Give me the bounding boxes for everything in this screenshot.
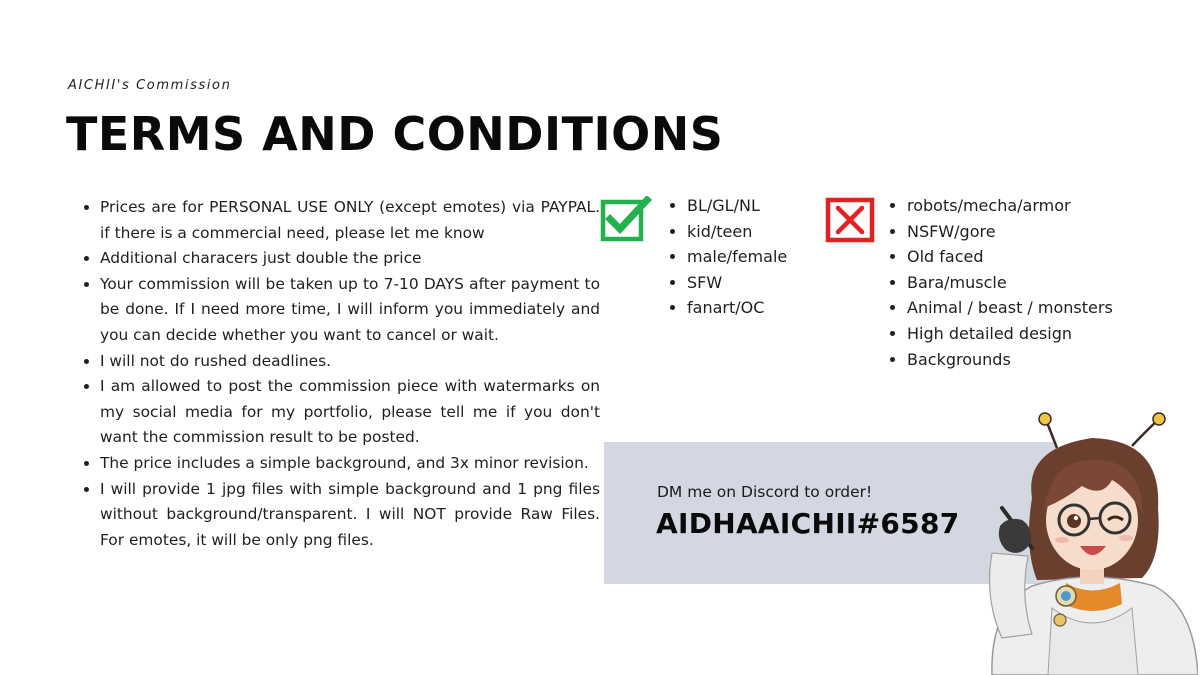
will-draw-item: • kid/teen [687,219,787,245]
will-not-draw-item: • robots/mecha/armor [907,193,1113,219]
green-checkmark-icon [600,196,652,242]
terms-list-item: • I am allowed to post the commission piece with watermarks on my social media for my portfolio, please tell me if you don't want the commission result to be posted. [100,374,600,451]
terms-list-item: • Additional characers just double the price [100,246,600,272]
will-not-draw-item: • Backgrounds [907,347,1113,373]
will-not-draw-list [889,193,1113,372]
will-not-draw-item: • Animal / beast / monsters [907,295,1113,321]
will-not-draw-item: • NSFW/gore [907,219,1113,245]
page-title: TERMS AND CONDITIONS [66,107,724,161]
discord-cta: DM me on Discord to order! [657,483,873,501]
will-draw-item: • male/female [687,244,787,270]
will-draw-item: • SFW [687,270,787,296]
will-draw-item: • fanart/OC [687,295,787,321]
artist-mascot-illustration [962,408,1198,675]
terms-list [82,195,600,553]
will-not-draw-item: • Bara/muscle [907,270,1113,296]
terms-list-item: • I will not do rushed deadlines. [100,349,600,375]
will-not-draw-item: • High detailed design [907,321,1113,347]
terms-list-item: • The price includes a simple background, and 3x minor revision. [100,451,600,477]
will-draw-list [669,193,787,321]
red-x-icon [825,197,875,243]
discord-handle: AIDHAAICHII#6587 [656,507,960,540]
terms-list-item: • Prices are for PERSONAL USE ONLY (except emotes) via PAYPAL. if there is a commercial need, please let me know [100,195,600,246]
will-not-draw-item: • Old faced [907,244,1113,270]
will-draw-item: • BL/GL/NL [687,193,787,219]
commission-subtitle: AICHII's Commission [68,78,232,93]
terms-list-item: • I will provide 1 jpg files with simple background and 1 png files without background/transparent. I will NOT provide Raw Files. For emotes, it will be only png files. [100,477,600,554]
terms-list-item: • Your commission will be taken up to 7-10 DAYS after payment to be done. If I need more time, I will inform you immediately and you can decide whether you want to cancel or wait. [100,272,600,349]
